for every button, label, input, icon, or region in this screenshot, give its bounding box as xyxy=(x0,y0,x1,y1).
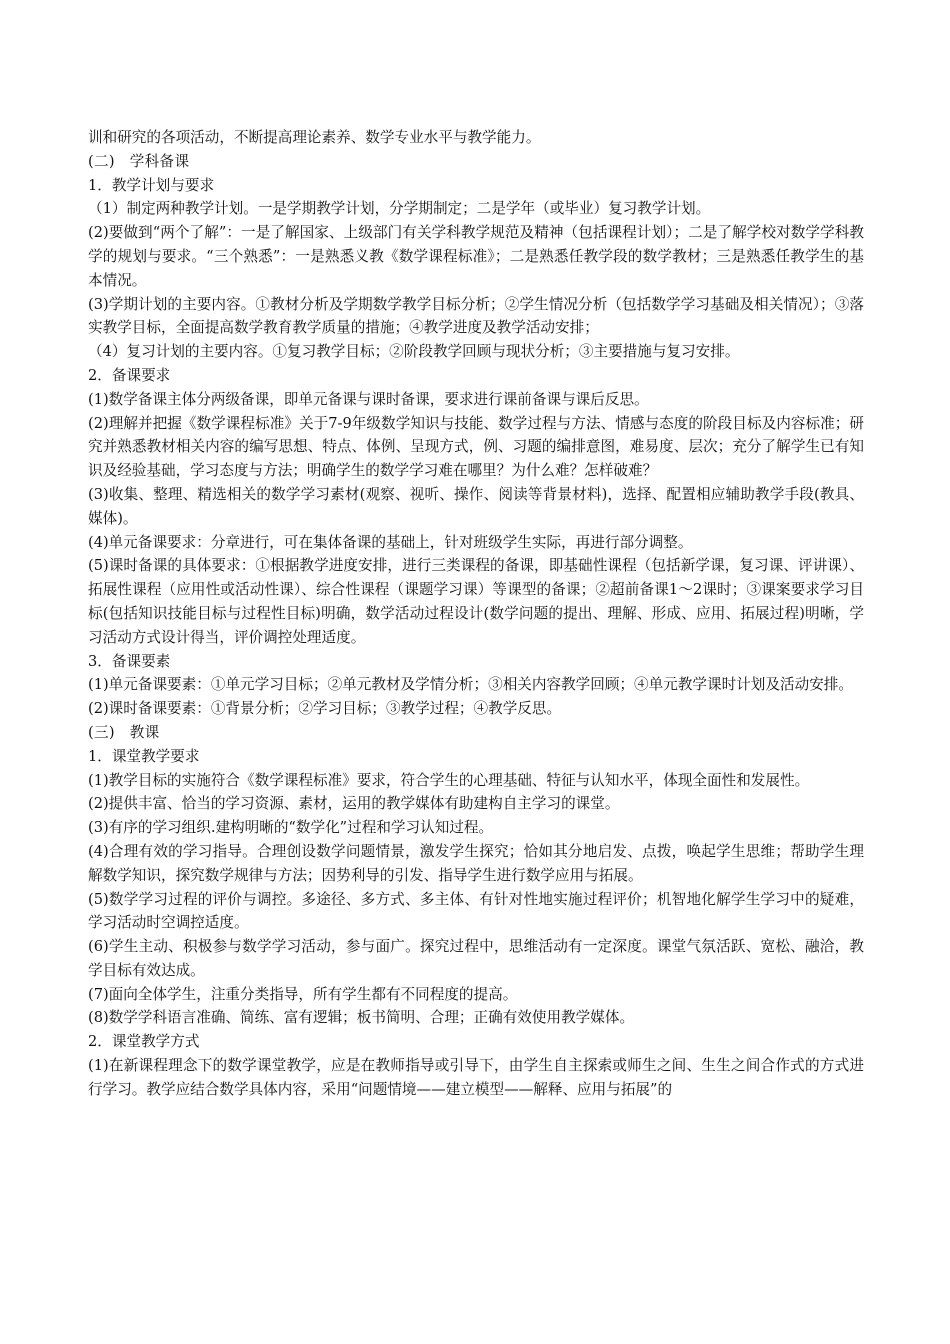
subheading-classroom-methods: 2．课堂教学方式 xyxy=(88,1033,200,1051)
subheading-classroom-requirements: 1．课堂教学要求 xyxy=(88,747,200,765)
paragraph: (8)数学学科语言准确、简练、富有逻辑；板书简明、合理；正确有效使用教学媒体。 xyxy=(88,1009,635,1027)
paragraph: (5)数学学习过程的评价与调控。多途径、多方式、多主体、有针对性地实施过程评价；机智地化解学生学习中的疑难，学习活动时空调控适度。 xyxy=(88,890,864,932)
paragraph: (4)单元备课要求：分章进行，可在集体备课的基础上，针对班级学生实际，再进行部分调整。 xyxy=(88,533,693,551)
paragraph: (5)课时备课的具体要求：①根据教学进度安排，进行三类课程的备课，即基础性课程（包括新学课，复习课、评讲课）、拓展性课程（应用性或活动性课）、综合性课程（课题学习课）等课型的备课；②超前备课1～2课时；③课案要求学习目标(包括知识技能目标与过程性目标)明确，数学活动过程设计(数学问题的提出、理解、形成、应用、拓展过程)明晰，学习活动方式设计得当，评价调控处理适度。 xyxy=(88,557,864,646)
paragraph: (1)教学目标的实施符合《数学课程标准》要求，符合学生的心理基础、特征与认知水平，体现全面性和发展性。 xyxy=(88,771,810,789)
section-heading-subject-lesson-prep: (二) 学科备课 xyxy=(88,152,190,170)
subheading-lesson-prep-requirements: 2．备课要求 xyxy=(88,366,171,384)
subheading-teaching-plan: 1．教学计划与要求 xyxy=(88,176,215,194)
paragraph: (3)有序的学习组织.建构明晰的“数学化”过程和学习认知过程。 xyxy=(88,819,494,837)
paragraph: （1）制定两种教学计划。一是学期教学计划，分学期制定；二是学年（或毕业）复习教学计划。 xyxy=(88,200,711,218)
paragraph: (4)合理有效的学习指导。合理创设数学问题情景，激发学生探究；恰如其分地启发、点拨，唤起学生思维；帮助学生理解数学知识，探究数学规律与方法；因势利导的引发、指导学生进行数学应用与拓展。 xyxy=(88,842,864,884)
paragraph: (2)课时备课要素：①背景分析；②学习目标；③教学过程；④教学反思。 xyxy=(88,700,562,718)
section-heading-teaching: (三) 教课 xyxy=(88,723,160,741)
paragraph: (7)面向全体学生，注重分类指导，所有学生都有不同程度的提高。 xyxy=(88,985,518,1003)
paragraph: (1)单元备课要素：①单元学习目标；②单元教材及学情分析；③相关内容教学回顾；④单元教学课时计划及活动安排。 xyxy=(88,676,853,694)
paragraph: (1)数学备课主体分两级备课，即单元备课与课时备课，要求进行课前备课与课后反思。 xyxy=(88,390,649,408)
document-body xyxy=(88,126,864,1102)
paragraph: (2)理解并把握《数学课程标准》关于7-9年级数学知识与技能、数学过程与方法、情感与态度的阶段目标及内容标准；研究并熟悉教材相关内容的编写思想、特点、体例、呈现方式，例、习题的编排意图，难易度、层次；充分了解学生已有知识及经验基础，学习态度与方法；明确学生的数学学习难在哪里？为什么难？怎样破难？ xyxy=(88,414,864,480)
paragraph: (6)学生主动、积极参与数学学习活动，参与面广。探究过程中，思维活动有一定深度。课堂气氛活跃、宽松、融洽，教学目标有效达成。 xyxy=(88,938,864,979)
subheading-lesson-prep-elements: 3．备课要素 xyxy=(88,652,171,670)
paragraph: (3)学期计划的主要内容。①教材分析及学期数学教学目标分析；②学生情况分析（包括数学学习基础及相关情况）；③落实教学目标，全面提高数学教育教学质量的措施；④教学进度及教学活动安排； xyxy=(88,295,864,337)
paragraph: (1)在新课程理念下的数学课堂教学，应是在教师指导或引导下，由学生自主探索或师生之间、生生之间合作式的方式进行学习。教学应结合数学具体内容，采用“问题情境——建立模型——解释、应用与拓展”的 xyxy=(88,1057,864,1098)
paragraph: (2)要做到“两个了解”：一是了解国家、上级部门有关学科教学规范及精神（包括课程计划）；二是了解学校对数学学科教学的规划与要求。“三个熟悉”：一是熟悉义教《数学课程标准》；二是熟悉任教学段的数学教材；三是熟悉任教学生的基本情况。 xyxy=(88,224,864,289)
paragraph: (2)提供丰富、恰当的学习资源、素材，运用的教学媒体有助建构自主学习的课堂。 xyxy=(88,795,620,813)
paragraph: (3)收集、整理、精选相关的数学学习素材(观察、视听、操作、阅读等背景材料)，选择、配置相应辅助教学手段(教具、媒体)。 xyxy=(88,485,864,527)
paragraph-continuation: 训和研究的各项活动，不断提高理论素养、数学专业水平与教学能力。 xyxy=(88,129,541,146)
paragraph: （4）复习计划的主要内容。①复习教学目标；②阶段教学回顾与现状分析；③主要措施与复习安排。 xyxy=(88,343,740,361)
